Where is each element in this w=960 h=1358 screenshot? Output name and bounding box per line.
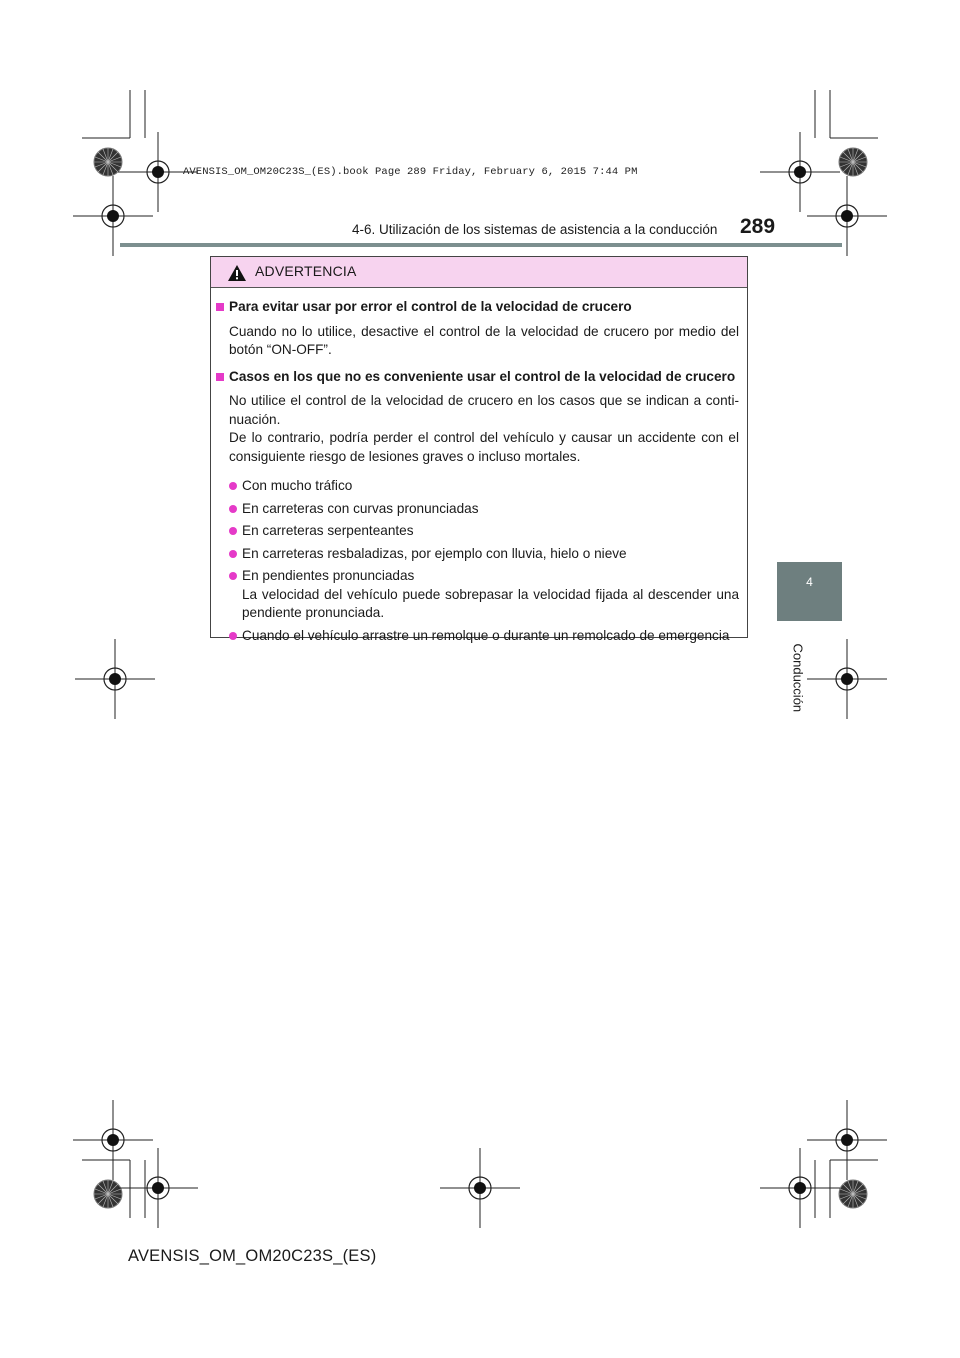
warning-header: [211, 257, 747, 288]
round-bullet-icon: [229, 572, 237, 580]
warning-section-1: [211, 298, 747, 360]
chapter-label: Conducción: [790, 643, 806, 713]
book-stamp: AVENSIS_OM_OM20C23S_(ES).book Page 289 Friday, February 6, 2015 7:44 PM: [183, 166, 638, 178]
round-bullet-icon: [229, 527, 237, 535]
warning-section-2: [211, 368, 747, 646]
warning-content: [211, 287, 747, 645]
warning-title: ADVERTENCIA: [255, 263, 357, 279]
warning-box: [210, 256, 748, 643]
round-bullet-icon: [229, 632, 237, 640]
list-item: En carreteras serpenteantes: [229, 522, 739, 541]
paragraph: Cuando no lo utilice, desactive el control de la velocidad de crucero por medio del botón “ON-OFF”.: [229, 323, 739, 357]
list-item: En pendientes pronunciadas La velocidad del vehículo puede sobrepasar la velocidad fijada al descender una pendiente pronunciada.: [229, 567, 739, 623]
page-number: 289: [740, 215, 776, 238]
chapter-number: 4: [806, 575, 813, 589]
warning-triangle-icon: [227, 264, 247, 282]
footer-code: AVENSIS_OM_OM20C23S_(ES): [128, 1247, 377, 1265]
section-heading: Casos en los que no es conveniente usar el control de la velocidad de crucero: [217, 368, 739, 387]
list-item: Cuando el vehículo arrastre un remolque o durante un remolcado de emergencia: [229, 627, 739, 646]
square-bullet-icon: [216, 373, 224, 381]
round-bullet-icon: [229, 505, 237, 513]
list-item: En carreteras con curvas pronunciadas: [229, 500, 739, 519]
square-bullet-icon: [216, 303, 224, 311]
list-item: Con mucho tráfico: [229, 477, 739, 496]
section-title: 4-6. Utilización de los sistemas de asistencia a la conducción: [352, 222, 718, 237]
chapter-tab: [777, 562, 842, 621]
paragraph: No utilice el control de la velocidad de crucero en los casos que se indican a conti-nuación.: [229, 393, 739, 427]
round-bullet-icon: [229, 550, 237, 558]
round-bullet-icon: [229, 482, 237, 490]
list-item-detail: La velocidad del vehículo puede sobrepasar la velocidad fijada al descender una pendiente pronunciada.: [242, 586, 739, 620]
paragraph: De lo contrario, podría perder el control del vehículo y causar un accidente con el consiguiente riesgo de lesiones graves o incluso mortales.: [229, 430, 739, 464]
header-rule: [120, 243, 842, 247]
section-heading: Para evitar usar por error el control de la velocidad de crucero: [217, 298, 739, 317]
list-item: En carreteras resbaladizas, por ejemplo con lluvia, hielo o nieve: [229, 545, 739, 564]
